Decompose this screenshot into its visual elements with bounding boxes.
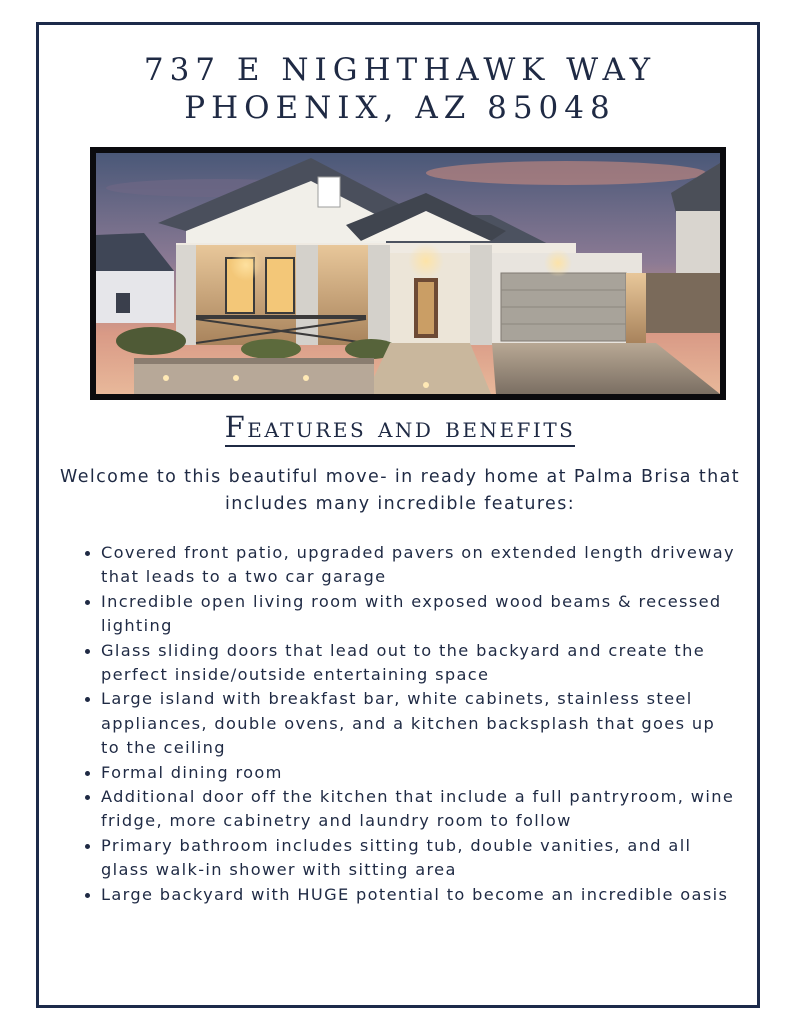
section-title [0, 410, 800, 444]
bullet-icon [85, 649, 90, 654]
list-item [80, 590, 740, 639]
house-photo [90, 147, 726, 400]
list-item [80, 761, 740, 785]
list-item [80, 785, 740, 834]
bullet-icon [85, 600, 90, 605]
section-title-text: Features and benefits [225, 410, 576, 447]
feature-text: Glass sliding doors that lead out to the backyard and create the perfect inside/outside entertaining space [101, 640, 706, 685]
list-item [80, 541, 740, 590]
intro-paragraph: Welcome to this beautiful move- in ready home at Palma Brisa that includes many incredible features: [60, 467, 740, 514]
bullet-icon [85, 697, 90, 702]
feature-text: Covered front patio, upgraded pavers on extended length driveway that leads to a two car garage [101, 543, 735, 587]
feature-text: Additional door off the kitchen that include a full pantryroom, wine fridge, more cabinetry and laundry room to follow [101, 787, 735, 831]
bullet-icon [85, 795, 90, 800]
address-line-1: 737 E NIGHTHAWK WAY [143, 52, 657, 88]
list-item [80, 834, 740, 883]
feature-text: Large backyard with HUGE potential to become an incredible oasis [101, 884, 729, 904]
feature-text: Primary bathroom includes sitting tub, double vanities, and all glass walk-in shower with sitting area [101, 835, 692, 880]
list-item [80, 883, 740, 907]
bullet-icon [85, 844, 90, 849]
list-item [80, 639, 740, 688]
list-item [80, 687, 740, 760]
house-illustration [96, 153, 720, 394]
features-list [80, 541, 740, 907]
bullet-icon [85, 893, 90, 898]
bullet-icon [85, 551, 90, 556]
address-line-2: PHOENIX, AZ 85048 [184, 90, 616, 126]
feature-text: Formal dining room [101, 762, 283, 782]
feature-text: Large island with breakfast bar, white cabinets, stainless steel appliances, double ovens, and a kitchen backsplash that goes up to the ceiling [101, 689, 716, 758]
bullet-icon [85, 771, 90, 776]
feature-text: Incredible open living room with exposed wood beams & recessed lighting [101, 591, 722, 636]
